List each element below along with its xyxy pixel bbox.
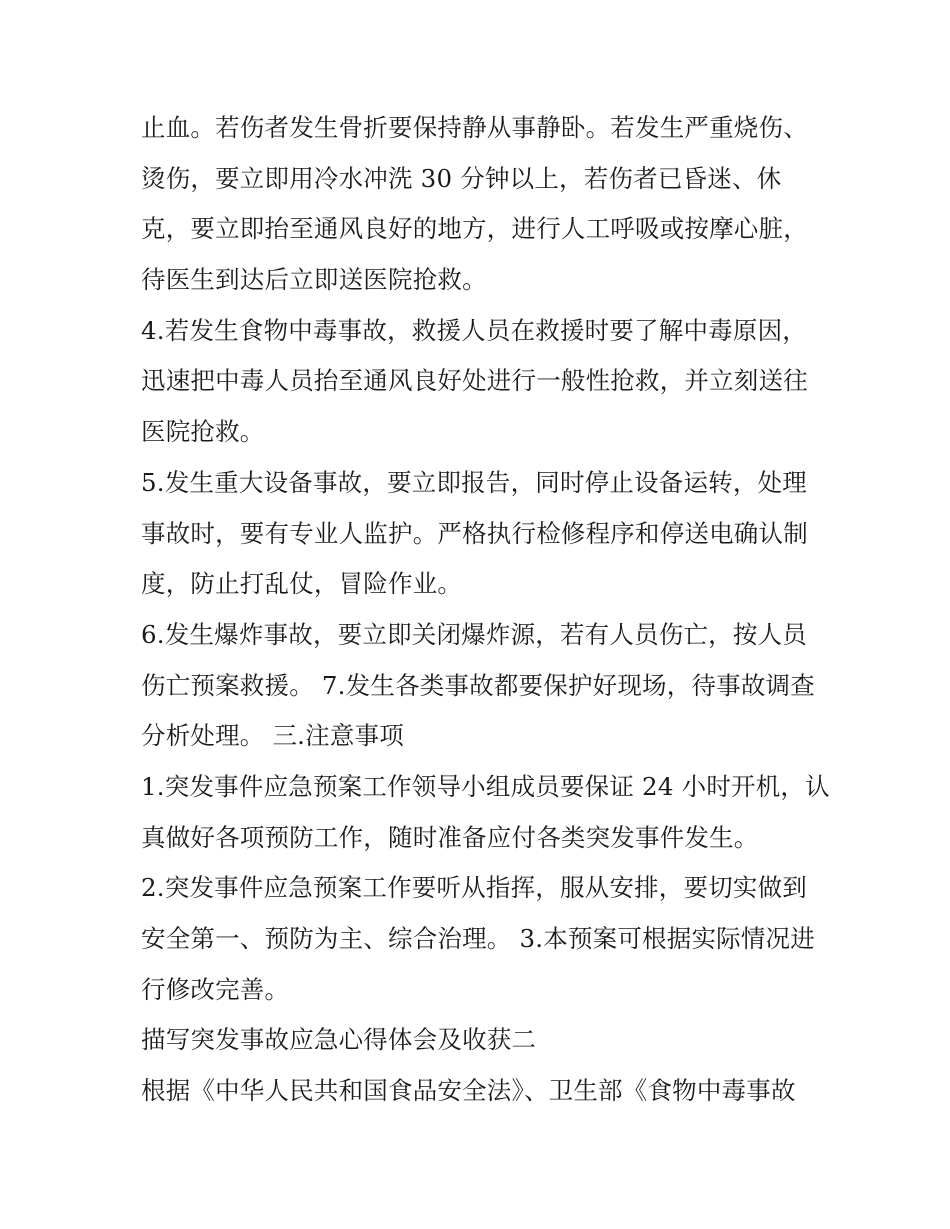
text-line: 烫伤，要立即用冷水冲洗 30 分钟以上，若伤者已昏迷、休 xyxy=(141,163,782,193)
text-line: 根据《中华人民共和国食品安全法》、卫生部《食物中毒事故 xyxy=(141,1076,796,1106)
text-line: 行修改完善。 xyxy=(141,974,290,1004)
text-line: 度，防止打乱仗，冒险作业。 xyxy=(141,569,463,599)
text-line: 5.发生重大设备事故，要立即报告，同时停止设备运转，处理 xyxy=(141,467,807,497)
text-line: 分析处理。 三.注意事项 xyxy=(141,721,404,751)
text-line: 伤亡预案救援。 7.发生各类事故都要保护好现场，待事故调查 xyxy=(141,670,815,700)
text-line: 克，要立即抬至通风良好的地方，进行人工呼吸或按摩心脏， xyxy=(141,214,808,244)
text-line: 1.突发事件应急预案工作领导小组成员要保证 24 小时开机，认 xyxy=(141,771,830,801)
text-line: 4.若发生食物中毒事故，救援人员在救援时要了解中毒原因， xyxy=(141,315,807,345)
text-line: 6.发生爆炸事故，要立即关闭爆炸源，若有人员伤亡，按人员 xyxy=(141,619,807,649)
text-line: 安全第一、预防为主、综合治理。 3.本预案可根据实际情况进 xyxy=(141,924,815,953)
text-line: 2.突发事件应急预案工作要听从指挥，服从安排，要切实做到 xyxy=(141,873,807,903)
text-line: 迅速把中毒人员抬至通风良好处进行一般性抢救，并立刻送往 xyxy=(141,366,808,396)
text-line: 待医生到达后立即送医院抢救。 xyxy=(141,265,487,295)
section-heading: 描写突发事故应急心得体会及收获二 xyxy=(141,1025,537,1055)
text-line: 真做好各项预防工作，随时准备应付各类突发事件发生。 xyxy=(141,822,759,852)
text-line: 医院抢救。 xyxy=(141,417,265,447)
text-line: 止血。若伤者发生骨折要保持静从事静卧。若发生严重烧伤、 xyxy=(141,113,808,142)
document-body xyxy=(141,103,830,1117)
text-line: 事故时，要有专业人监护。严格执行检修程序和停送电确认制 xyxy=(141,518,808,548)
